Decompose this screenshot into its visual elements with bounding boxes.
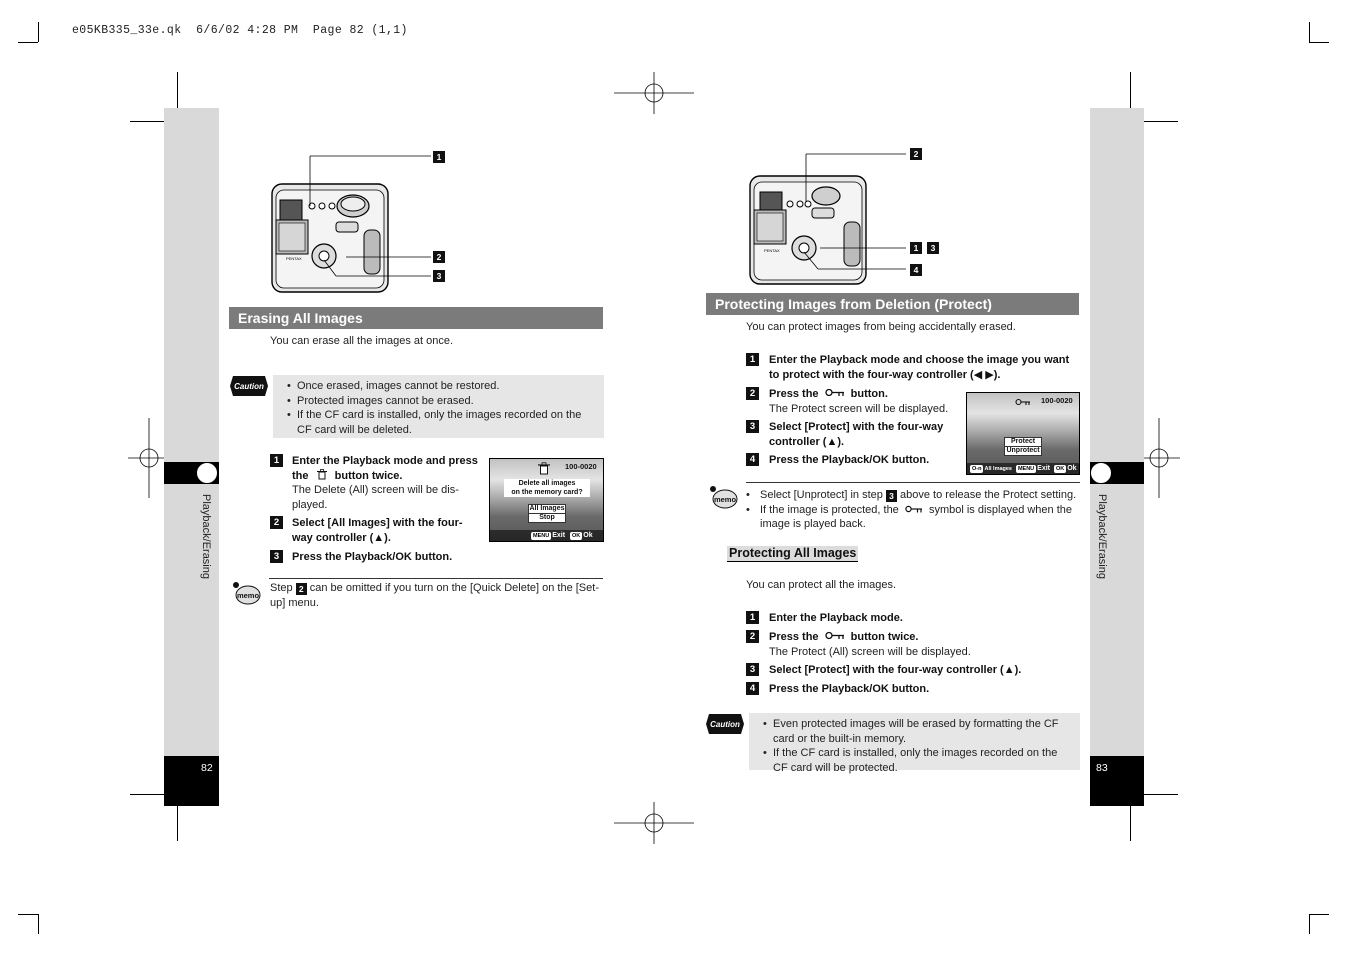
- ok-chip: OK: [572, 533, 581, 539]
- left-page-number: 82: [201, 762, 213, 774]
- frame-counter: 100-0020: [565, 462, 597, 471]
- key-chip: O-n: [972, 466, 982, 472]
- right-page-number: 83: [1096, 762, 1108, 774]
- ok-chip: OK: [1055, 466, 1065, 472]
- step-1-text: Enter the Playback mode and press the button twice. The Delete (All) screen will be dis-played.: [292, 455, 478, 511]
- callout-4: 4: [910, 264, 922, 276]
- callout-2: 2: [433, 251, 445, 263]
- caution-item: • If the CF card is installed, only the images recorded on the CF card will be protected.: [763, 746, 1070, 775]
- callout-1: 1: [910, 242, 922, 254]
- registration-target-right: [1138, 418, 1180, 498]
- caution-item: • Protected images cannot be erased.: [287, 394, 594, 409]
- screen-footer: MENU Exit OK Ok: [490, 530, 603, 541]
- protect-screen: [966, 392, 1080, 475]
- step-number: 3: [270, 550, 283, 563]
- caution-icon: [230, 374, 268, 398]
- caution-item: • If the CF card is installed, only the images recorded on the CF card will be deleted.: [287, 408, 594, 437]
- protect-step-4-text: Press the Playback/OK button.: [769, 454, 930, 466]
- svg-text:PENTAX: PENTAX: [764, 248, 780, 253]
- registration-target-top: [614, 72, 694, 114]
- protect-all-intro: You can protect all the images.: [746, 579, 897, 591]
- memo-list-right: [746, 488, 1082, 532]
- step-ref: 3: [886, 490, 897, 502]
- memo-item: • Select [Unprotect] in step 3 above to release the Protect setting.: [746, 488, 1082, 503]
- protect-step-1-text: Enter the Playback mode and choose the image you want to protect with the four-way controller (◀ ▶).: [769, 354, 1070, 381]
- step-number: 1: [746, 611, 759, 624]
- option-all-images[interactable]: All Images: [529, 505, 565, 512]
- caution-box-right: [749, 713, 1080, 774]
- protect-all-step-4-text: Press the Playback/OK button.: [769, 683, 930, 695]
- step-number: 1: [746, 353, 759, 366]
- step-ref: 2: [296, 583, 307, 595]
- section-title-protect: Protecting Images from Deletion (Protect): [706, 293, 1079, 315]
- key-icon: [825, 388, 845, 397]
- protect-intro: You can protect images from being accidentally erased.: [746, 321, 1016, 333]
- caution-icon-label: Caution: [710, 720, 740, 729]
- callout-3: 3: [433, 270, 445, 282]
- left-side-label: Playback/Erasing: [200, 494, 212, 579]
- step-number: 3: [746, 663, 759, 676]
- memo-rule: [746, 482, 1080, 483]
- memo-text-left: Step 2 can be omitted if you turn on the [Quick Delete] on the [Set-up] menu.: [270, 582, 599, 609]
- key-icon: [825, 631, 845, 640]
- protect-all-step-2-text: Press the button twice. The Protect (All) screen will be displayed.: [769, 631, 971, 658]
- option-protect[interactable]: Protect: [1004, 437, 1042, 447]
- key-icon: [905, 505, 923, 513]
- protect-all-step-3-text: Select [Protect] with the four-way controller (▲).: [769, 664, 1022, 676]
- memo-icon-label: memo: [713, 495, 737, 504]
- print-slug-header: e05KB335_33e.qk 6/6/02 4:28 PM Page 82 (1,1): [72, 24, 408, 37]
- caution-icon: [706, 712, 744, 736]
- section-title-erasing-all-images: Erasing All Images: [229, 307, 603, 329]
- step-number: 2: [746, 630, 759, 643]
- step-number: 2: [746, 387, 759, 400]
- memo-rule: [269, 578, 603, 579]
- trash-icon: [537, 462, 551, 475]
- protect-step-2-text: Press the button. The Protect screen will be displayed.: [769, 388, 949, 415]
- step-number: 4: [746, 682, 759, 695]
- menu-chip: MENU: [1017, 466, 1035, 472]
- key-icon: [1015, 398, 1031, 406]
- step-number: 4: [746, 453, 759, 466]
- left-tab-circle: [196, 462, 218, 484]
- svg-text:PENTAX: PENTAX: [286, 256, 302, 261]
- memo-icon: [708, 484, 738, 510]
- caution-box-left: [273, 375, 604, 438]
- callout-3: 3: [927, 242, 939, 254]
- callout-2: 2: [910, 148, 922, 160]
- step-3-text: Press the Playback/OK button.: [292, 551, 453, 563]
- menu-chip: MENU: [533, 533, 550, 539]
- registration-target-bottom: [614, 802, 694, 844]
- step-2-text: Select [All Images] with the four-way controller (▲).: [292, 517, 463, 544]
- subsection-title-protecting-all-images: Protecting All Images: [729, 546, 857, 560]
- step-number: 1: [270, 454, 283, 467]
- caution-item: • Even protected images will be erased by formatting the CF card or the built-in memory.: [763, 717, 1070, 746]
- memo-icon: [231, 580, 261, 606]
- option-stop[interactable]: Stop: [528, 513, 566, 523]
- delete-all-screen: [489, 458, 604, 542]
- memo-item: • If the image is protected, the symbol is displayed when the image is played back.: [746, 503, 1082, 532]
- callout-1: 1: [433, 151, 445, 163]
- step-number: 2: [270, 516, 283, 529]
- caution-item: • Once erased, images cannot be restored.: [287, 379, 594, 394]
- left-side-band: [164, 108, 219, 806]
- step-number: 3: [746, 420, 759, 433]
- protect-all-step-1-text: Enter the Playback mode.: [769, 612, 903, 624]
- caution-icon-label: Caution: [234, 382, 264, 391]
- frame-counter: 100-0020: [1041, 396, 1073, 405]
- option-unprotect[interactable]: Unprotect: [1004, 446, 1042, 456]
- trash-icon: [316, 469, 328, 480]
- memo-icon-label: memo: [236, 591, 260, 600]
- screen-footer: O-n All Images MENU Exit OK Ok: [967, 463, 1079, 474]
- camera-illustration-left: [266, 150, 452, 295]
- erasing-intro: You can erase all the images at once.: [270, 335, 454, 347]
- right-tab-circle: [1090, 462, 1112, 484]
- protect-step-3-text: Select [Protect] with the four-way controller (▲).: [769, 421, 944, 448]
- delete-message: Delete all images on the memory card?: [504, 479, 590, 497]
- right-side-band: [1090, 108, 1144, 806]
- right-side-label: Playback/Erasing: [1096, 494, 1108, 579]
